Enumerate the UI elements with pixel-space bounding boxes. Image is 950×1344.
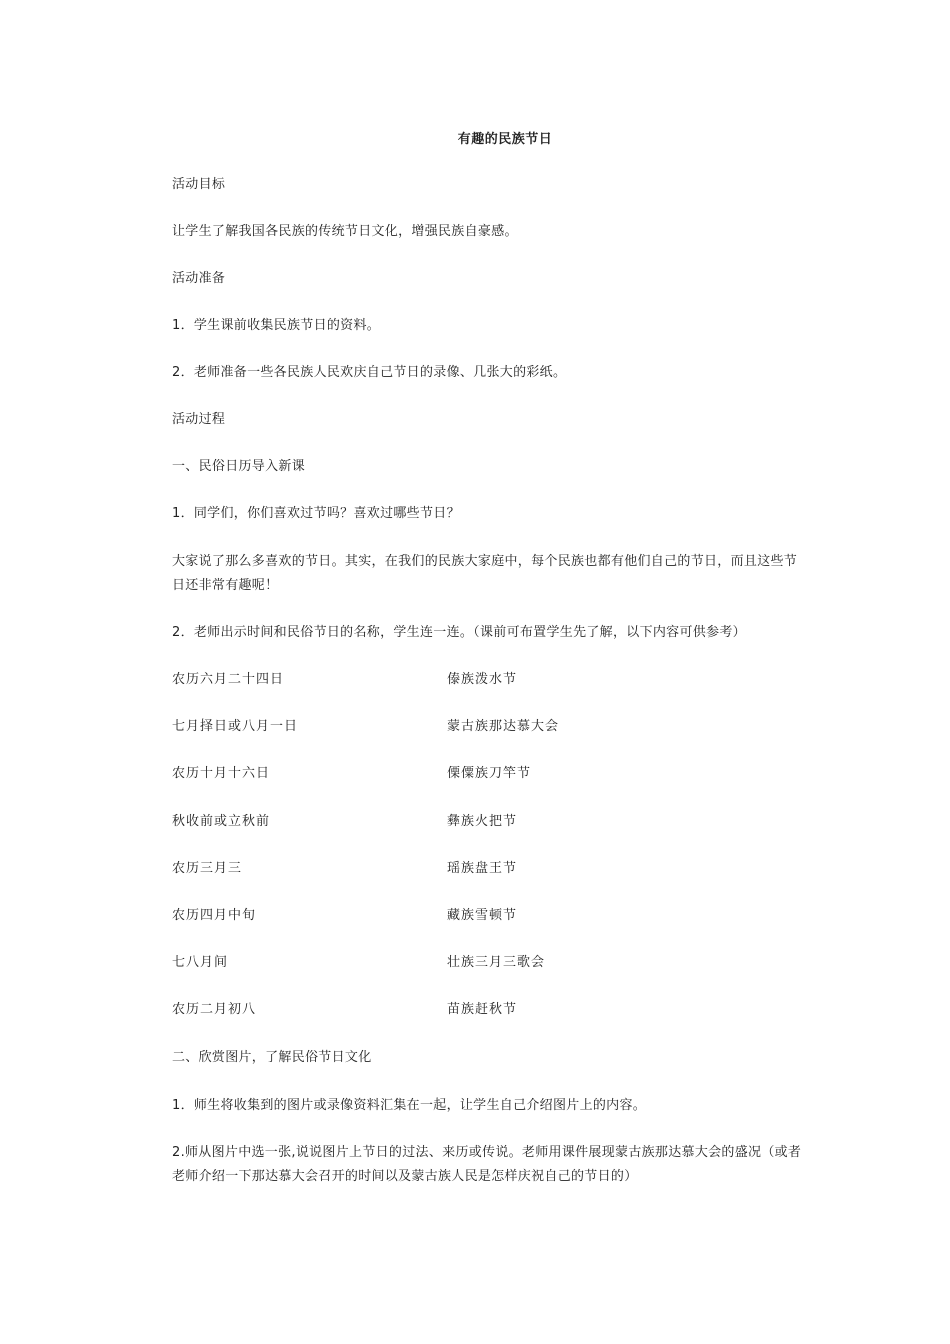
matching-festival: 傣族泼水节 bbox=[447, 672, 518, 687]
matching-time: 农历四月中旬 bbox=[172, 908, 257, 923]
section2-item-1: 1．师生将收集到的图片或录像资料汇集在一起，让学生自己介绍图片上的内容。 bbox=[172, 1098, 647, 1113]
prep-item-1: 1．学生课前收集民族节日的资料。 bbox=[172, 318, 381, 333]
matching-time: 七月择日或八月一日 bbox=[172, 719, 299, 734]
section1-item-1: 1．同学们，你们喜欢过节吗？喜欢过哪些节日？ bbox=[172, 506, 460, 521]
section2-item-2 bbox=[145, 1141, 810, 1189]
activity-prep-heading: 活动准备 bbox=[172, 271, 226, 286]
matching-time: 七八月间 bbox=[172, 955, 229, 970]
matching-festival: 苗族赶秋节 bbox=[447, 1002, 518, 1017]
document-title: 有趣的民族节日 bbox=[457, 132, 553, 147]
section1-heading: 一、民俗日历导入新课 bbox=[172, 459, 306, 474]
section1-paragraph-text: 大家说了那么多喜欢的节日。其实，在我们的民族大家庭中，每个民族也都有他们自己的节日，而且这些节日还非常有趣呢！ bbox=[172, 554, 798, 593]
activity-goal-text: 让学生了解我国各民族的传统节日文化，增强民族自豪感。 bbox=[172, 224, 518, 239]
activity-goal-heading: 活动目标 bbox=[172, 177, 226, 192]
matching-festival: 壮族三月三歌会 bbox=[447, 955, 546, 970]
section2-item-2-text: 2.师从图片中选一张,说说图片上节日的过法、来历或传说。老师用课件展现蒙古族那达慕大会的盛况（或者老师介绍一下那达慕大会召开的时间以及蒙古族人民是怎样庆祝自己的节日的） bbox=[172, 1145, 802, 1184]
matching-festival: 蒙古族那达慕大会 bbox=[447, 719, 560, 734]
section1-paragraph bbox=[145, 550, 810, 598]
matching-festival: 彝族火把节 bbox=[447, 814, 518, 829]
matching-festival: 傈僳族刀竿节 bbox=[447, 766, 532, 781]
matching-festival: 藏族雪顿节 bbox=[447, 908, 518, 923]
matching-time: 秋收前或立秋前 bbox=[172, 814, 271, 829]
matching-time: 农历六月二十四日 bbox=[172, 672, 285, 687]
activity-process-heading: 活动过程 bbox=[172, 412, 226, 427]
matching-time: 农历三月三 bbox=[172, 861, 243, 876]
matching-time: 农历十月十六日 bbox=[172, 766, 271, 781]
section2-heading: 二、欣赏图片，了解民俗节日文化 bbox=[172, 1050, 372, 1065]
section1-item-2: 2．老师出示时间和民俗节日的名称，学生连一连。（课前可布置学生先了解，以下内容可供参考） bbox=[172, 625, 746, 640]
matching-festival: 瑶族盘王节 bbox=[447, 861, 518, 876]
prep-item-2: 2．老师准备一些各民族人民欢庆自己节日的录像、几张大的彩纸。 bbox=[172, 365, 567, 380]
matching-time: 农历二月初八 bbox=[172, 1002, 257, 1017]
